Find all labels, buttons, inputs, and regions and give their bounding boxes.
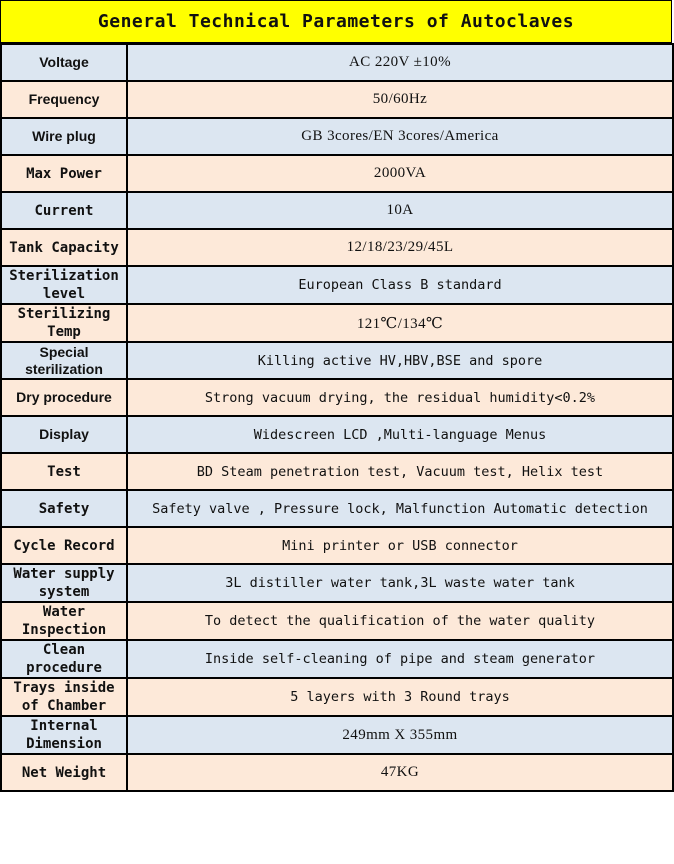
row-value-max-power: 2000VA (127, 155, 673, 192)
row-label-max-power: Max Power (1, 155, 127, 192)
parameters-table (0, 43, 674, 792)
table-row (1, 490, 673, 527)
row-label-trays-inside-chamber: Trays inside of Chamber (1, 678, 127, 716)
row-value-trays-inside-chamber: 5 layers with 3 Round trays (127, 678, 673, 716)
row-label-safety: Safety (1, 490, 127, 527)
row-label-net-weight: Net Weight (1, 754, 127, 791)
row-label-sterilizing-temp: Sterilizing Temp (1, 304, 127, 342)
row-label-water-supply-system: Water supply system (1, 564, 127, 602)
row-label-frequency: Frequency (1, 81, 127, 118)
table-row (1, 640, 673, 678)
row-label-test: Test (1, 453, 127, 490)
row-value-test: BD Steam penetration test, Vacuum test, Helix test (127, 453, 673, 490)
row-value-net-weight: 47KG (127, 754, 673, 791)
row-label-wire-plug: Wire plug (1, 118, 127, 155)
table-row (1, 453, 673, 490)
row-value-special-sterilization: Killing active HV,HBV,BSE and spore (127, 342, 673, 379)
table-row (1, 416, 673, 453)
table-row (1, 304, 673, 342)
row-value-frequency: 50/60Hz (127, 81, 673, 118)
row-value-water-supply-system: 3L distiller water tank,3L waste water tank (127, 564, 673, 602)
row-label-sterilization-level: Sterilization level (1, 266, 127, 304)
table-row (1, 266, 673, 304)
row-label-dry-procedure: Dry procedure (1, 379, 127, 416)
row-value-display: Widescreen LCD ,Multi-language Menus (127, 416, 673, 453)
table-row (1, 602, 673, 640)
table-row (1, 81, 673, 118)
row-value-current: 10A (127, 192, 673, 229)
table-title: General Technical Parameters of Autoclaves (0, 0, 672, 43)
row-value-safety: Safety valve , Pressure lock, Malfunction Automatic detection (127, 490, 673, 527)
row-value-sterilizing-temp: 121℃/134℃ (127, 304, 673, 342)
row-label-water-inspection: Water Inspection (1, 602, 127, 640)
table-row (1, 527, 673, 564)
row-value-voltage: AC 220V ±10% (127, 44, 673, 81)
table-row (1, 564, 673, 602)
table-row (1, 192, 673, 229)
row-label-special-sterilization: Special sterilization (1, 342, 127, 379)
row-value-tank-capacity: 12/18/23/29/45L (127, 229, 673, 266)
row-label-voltage: Voltage (1, 44, 127, 81)
row-label-tank-capacity: Tank Capacity (1, 229, 127, 266)
table-row (1, 379, 673, 416)
row-value-wire-plug: GB 3cores/EN 3cores/America (127, 118, 673, 155)
row-value-clean-procedure: Inside self-cleaning of pipe and steam generator (127, 640, 673, 678)
table-row (1, 44, 673, 81)
table-row (1, 342, 673, 379)
table-row (1, 716, 673, 754)
table-row (1, 678, 673, 716)
row-value-dry-procedure: Strong vacuum drying, the residual humidity<0.2% (127, 379, 673, 416)
row-label-clean-procedure: Clean procedure (1, 640, 127, 678)
row-value-sterilization-level: European Class B standard (127, 266, 673, 304)
row-value-internal-dimension: 249mm X 355mm (127, 716, 673, 754)
table-row (1, 754, 673, 791)
row-value-cycle-record: Mini printer or USB connector (127, 527, 673, 564)
row-label-current: Current (1, 192, 127, 229)
row-label-display: Display (1, 416, 127, 453)
row-label-internal-dimension: Internal Dimension (1, 716, 127, 754)
row-value-water-inspection: To detect the qualification of the water quality (127, 602, 673, 640)
table-row (1, 229, 673, 266)
table-row (1, 155, 673, 192)
table-row (1, 118, 673, 155)
row-label-cycle-record: Cycle Record (1, 527, 127, 564)
